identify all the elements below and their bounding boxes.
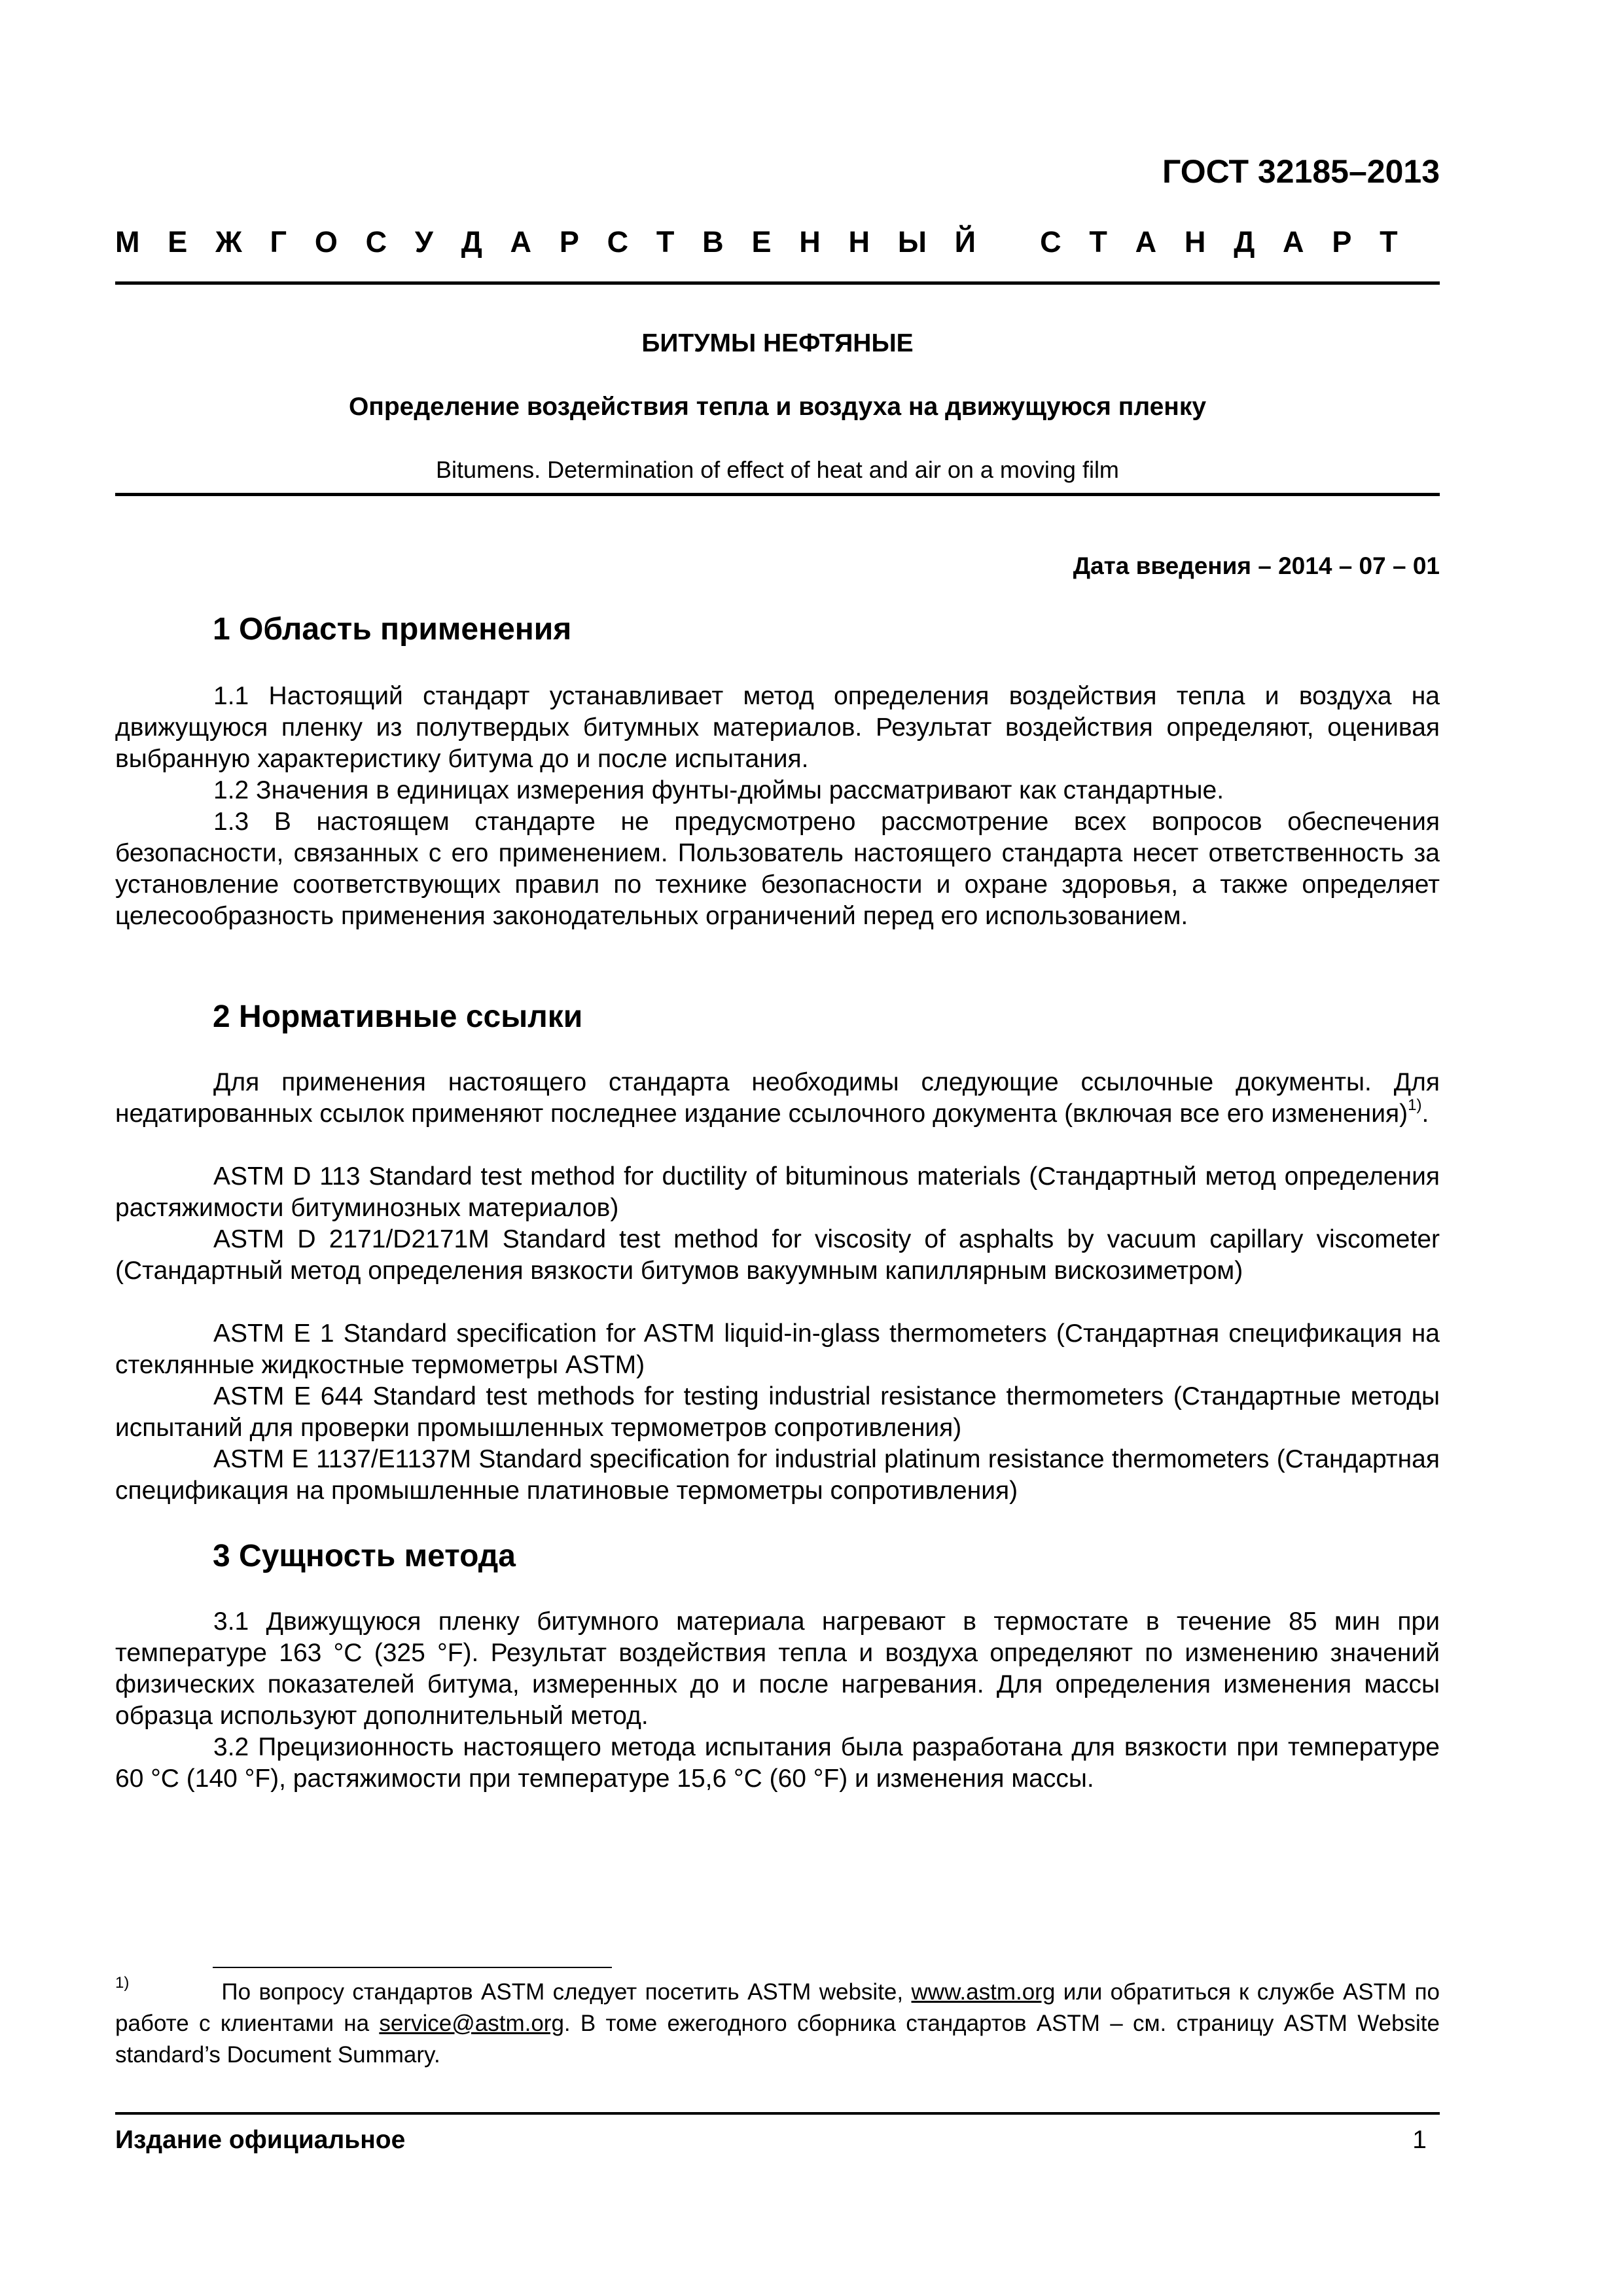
banner-letter: Д <box>461 225 482 259</box>
paragraph-1-2: 1.2 Значения в единицах измерения фунты-дюймы рассматривают как стандартные. <box>213 776 1224 804</box>
english-title: Bitumens. Determination of effect of heat and air on a moving film <box>436 456 1119 483</box>
banner-letter: Р <box>1332 225 1352 259</box>
footnote: $^{1)}$ По вопросу стандартов ASTM следует посетить ASTM website, www.astm.org или обратиться к службе ASTM по работе с клиентами на service@astm.org. В томе ежегодного сборника стандартов ASTM – см. страницу ASTM Website standard’s Document Summary. <box>115 1974 1440 2068</box>
reference-item: ASTM E 1137/E1137M Standard specification for industrial platinum resistance thermometers (Стандартная спецификация на промышленные платиновые термометры сопротивления) <box>115 1445 1440 1505</box>
paragraph-1-1: 1.1 Настоящий стандарт устанавливает метод определения воздействия тепла и воздуха на движущуюся пленку из полутвердых битумных материалов. Результат воздействия определяют, оценивая выбранную характеристику битума до и после испытания. <box>115 682 1440 773</box>
title-divider <box>115 493 1440 496</box>
banner-letter: С <box>1040 225 1061 259</box>
footnote-number: 1) <box>115 1974 130 1992</box>
paragraph-3-1: 3.1 Движущуюся пленку битумного материала нагревают в термостате в течение 85 мин при температуре 163 °C (325 °F). Результат воздействия тепла и воздуха определяют по изменению значений физических показателей битума, измеренных до и после нагревания. Для определения изменения массы образца используют дополнительный метод. <box>115 1607 1440 1730</box>
banner-letter: Н <box>799 225 821 259</box>
document-subtitle: Определение воздействия тепла и воздуха на движущуюся пленку <box>348 393 1207 421</box>
astm-website-link[interactable]: www.astm.org <box>911 1979 1056 2005</box>
banner-letter: М <box>115 225 140 259</box>
banner-letter: А <box>1135 225 1157 259</box>
banner-letter: Р <box>559 225 579 259</box>
document-title: БИТУМЫ НЕФТЯНЫЕ <box>641 329 914 357</box>
banner-letter: Н <box>1184 225 1206 259</box>
banner-letter: В <box>702 225 724 259</box>
banner-letter: Й <box>954 225 976 259</box>
banner-gap <box>1004 223 1012 262</box>
banner-letter: Ж <box>215 225 242 259</box>
footnote-marker[interactable]: 1) <box>1408 1096 1422 1114</box>
references-intro-text: Для применения настоящего стандарта необходимы следующие ссылочные документы. Для недатированных ссылок применяют последнее издание ссылочного документа (включая все его изменения) <box>115 1068 1440 1128</box>
banner-letter: Т <box>1380 225 1398 259</box>
paragraph-1-3: 1.3 В настоящем стандарте не предусмотрено рассмотрение всех вопросов обеспечения безопасности, связанных с его применением. Пользователь настоящего стандарта несет ответственность за установление соответствующих правил по технике безопасности и охране здоровья, а также определяет целесообразность применения законодательных ограничений перед его использованием. <box>115 808 1440 930</box>
banner-letter: А <box>1283 225 1304 259</box>
banner-letter: Ы <box>897 225 927 259</box>
banner-letter: Т <box>656 225 675 259</box>
banner-letter: Д <box>1234 225 1255 259</box>
banner-letter: О <box>314 225 338 259</box>
page-number: 1 <box>1412 2126 1427 2154</box>
references-intro: Для применения настоящего стандарта необходимы следующие ссылочные документы. Для недатированных ссылок применяют последнее издание ссылочного документа (включая все его изменения)$^{1)}$. <box>115 1068 1440 1128</box>
official-edition-label: Издание официальное <box>115 2126 406 2154</box>
section-1-heading: 1 Область применения <box>213 612 572 647</box>
header-divider <box>115 281 1440 285</box>
reference-item: ASTM D 113 Standard test method for ductility of bituminous materials (Стандартный метод определения растяжимости битуминозных материалов) <box>115 1162 1440 1222</box>
footnote-divider <box>213 1967 612 1968</box>
astm-email-link[interactable]: service@astm.org <box>379 2011 564 2036</box>
section-3-heading: 3 Сущность метода <box>213 1539 516 1573</box>
banner-letter: Е <box>751 225 772 259</box>
paragraph-3-2: 3.2 Прецизионность настоящего метода испытания была разработана для вязкости при температуре 60 °C (140 °F), растяжимости при температуре 15,6 °C (60 °F) и изменения массы. <box>115 1733 1440 1793</box>
section-2-heading: 2 Нормативные ссылки <box>213 999 583 1034</box>
banner-letter: Н <box>848 225 870 259</box>
banner-letter: С <box>607 225 629 259</box>
standard-number: ГОСТ 32185–2013 <box>1162 153 1440 190</box>
standard-type-banner <box>115 223 1398 262</box>
reference-item: ASTM D 2171/D2171M Standard test method for viscosity of asphalts by vacuum capillary viscometer (Стандартный метод определения вязкости битумов вакуумным капиллярным вискозиметром) <box>115 1225 1440 1285</box>
banner-letter: Г <box>270 225 287 259</box>
footer-divider <box>115 2112 1440 2115</box>
banner-letter: А <box>510 225 532 259</box>
reference-item: ASTM E 644 Standard test methods for testing industrial resistance thermometers (Стандартные методы испытаний для проверки промышленных термометров сопротивления) <box>115 1382 1440 1442</box>
reference-item: ASTM E 1 Standard specification for ASTM liquid-in-glass thermometers (Стандартная спецификация на стеклянные жидкостные термометры ASTM) <box>115 1319 1440 1379</box>
introduction-date: Дата введения – 2014 – 07 – 01 <box>1073 552 1440 579</box>
banner-letter: У <box>414 225 433 259</box>
banner-letter: Е <box>168 225 188 259</box>
banner-letter: С <box>365 225 387 259</box>
banner-letter: Т <box>1089 225 1107 259</box>
